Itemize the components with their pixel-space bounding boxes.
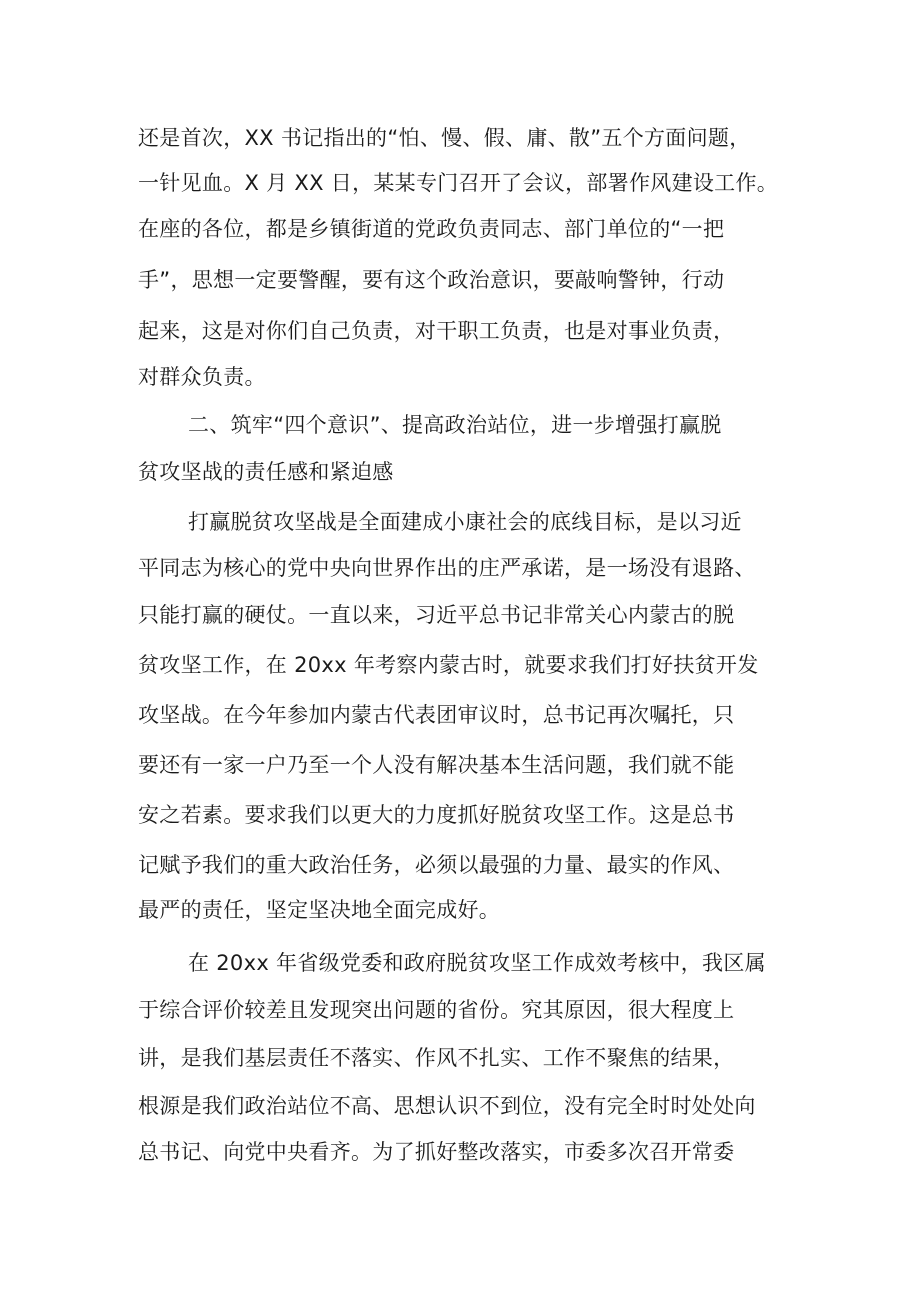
- text-line: 还是首次，XX 书记指出的“怕、慢、假、庸、散”五个方面问题，: [138, 126, 751, 150]
- text-line: 在 20xx 年省级党委和政府脱贫攻坚工作成效考核中，我区属: [188, 951, 766, 975]
- text-line: 安之若素。要求我们以更大的力度抓好脱贫攻坚工作。这是总书: [138, 803, 735, 827]
- text-line: 根源是我们政治站位不高、思想认识不到位，没有完全时时处处向: [138, 1094, 756, 1118]
- section-heading-line: 二、筑牢“四个意识”、提高政治站位，进一步增强打赢脱: [188, 413, 722, 437]
- text-line: 总书记、向党中央看齐。为了抓好整改落实，市委多次召开常委: [138, 1140, 735, 1164]
- text-line: 打赢脱贫攻坚战是全面建成小康社会的底线目标，是以习近: [188, 510, 742, 534]
- text-line: 最严的责任，坚定坚决地全面完成好。: [138, 898, 501, 922]
- text-line: 记赋予我们的重大政治任务，必须以最强的力量、最实的作风、: [138, 853, 735, 877]
- text-line: 在座的各位，都是乡镇街道的党政负责同志、部门单位的“一把: [138, 217, 725, 241]
- text-line: 一针见血。X 月 XX 日，某某专门召开了会议，部署作风建设工作。: [138, 171, 779, 195]
- section-heading-line: 贫攻坚战的责任感和紧迫感: [138, 460, 394, 484]
- text-line: 只能打赢的硬仗。一直以来，习近平总书记非常关心内蒙古的脱: [138, 603, 735, 627]
- text-line: 要还有一家一户乃至一个人没有解决基本生活问题，我们就不能: [138, 753, 735, 777]
- text-line: 对群众负责。: [138, 365, 266, 389]
- text-line: 攻坚战。在今年参加内蒙古代表团审议时，总书记再次嘱托，只: [138, 703, 735, 727]
- text-line: 手”，思想一定要警醒，要有这个政治意识，要敲响警钟，行动: [138, 268, 725, 292]
- text-line: 于综合评价较差且发现突出问题的省份。究其原因，很大程度上: [138, 998, 735, 1022]
- text-line: 讲，是我们基层责任不落实、作风不扎实、工作不聚焦的结果，: [138, 1046, 735, 1070]
- text-line: 平同志为核心的党中央向世界作出的庄严承诺，是一场没有退路、: [138, 556, 756, 580]
- text-line: 起来，这是对你们自己负责，对干职工负责，也是对事业负责，: [138, 319, 735, 343]
- text-line: 贫攻坚工作，在 20xx 年考察内蒙古时，就要求我们打好扶贫开发: [138, 653, 759, 677]
